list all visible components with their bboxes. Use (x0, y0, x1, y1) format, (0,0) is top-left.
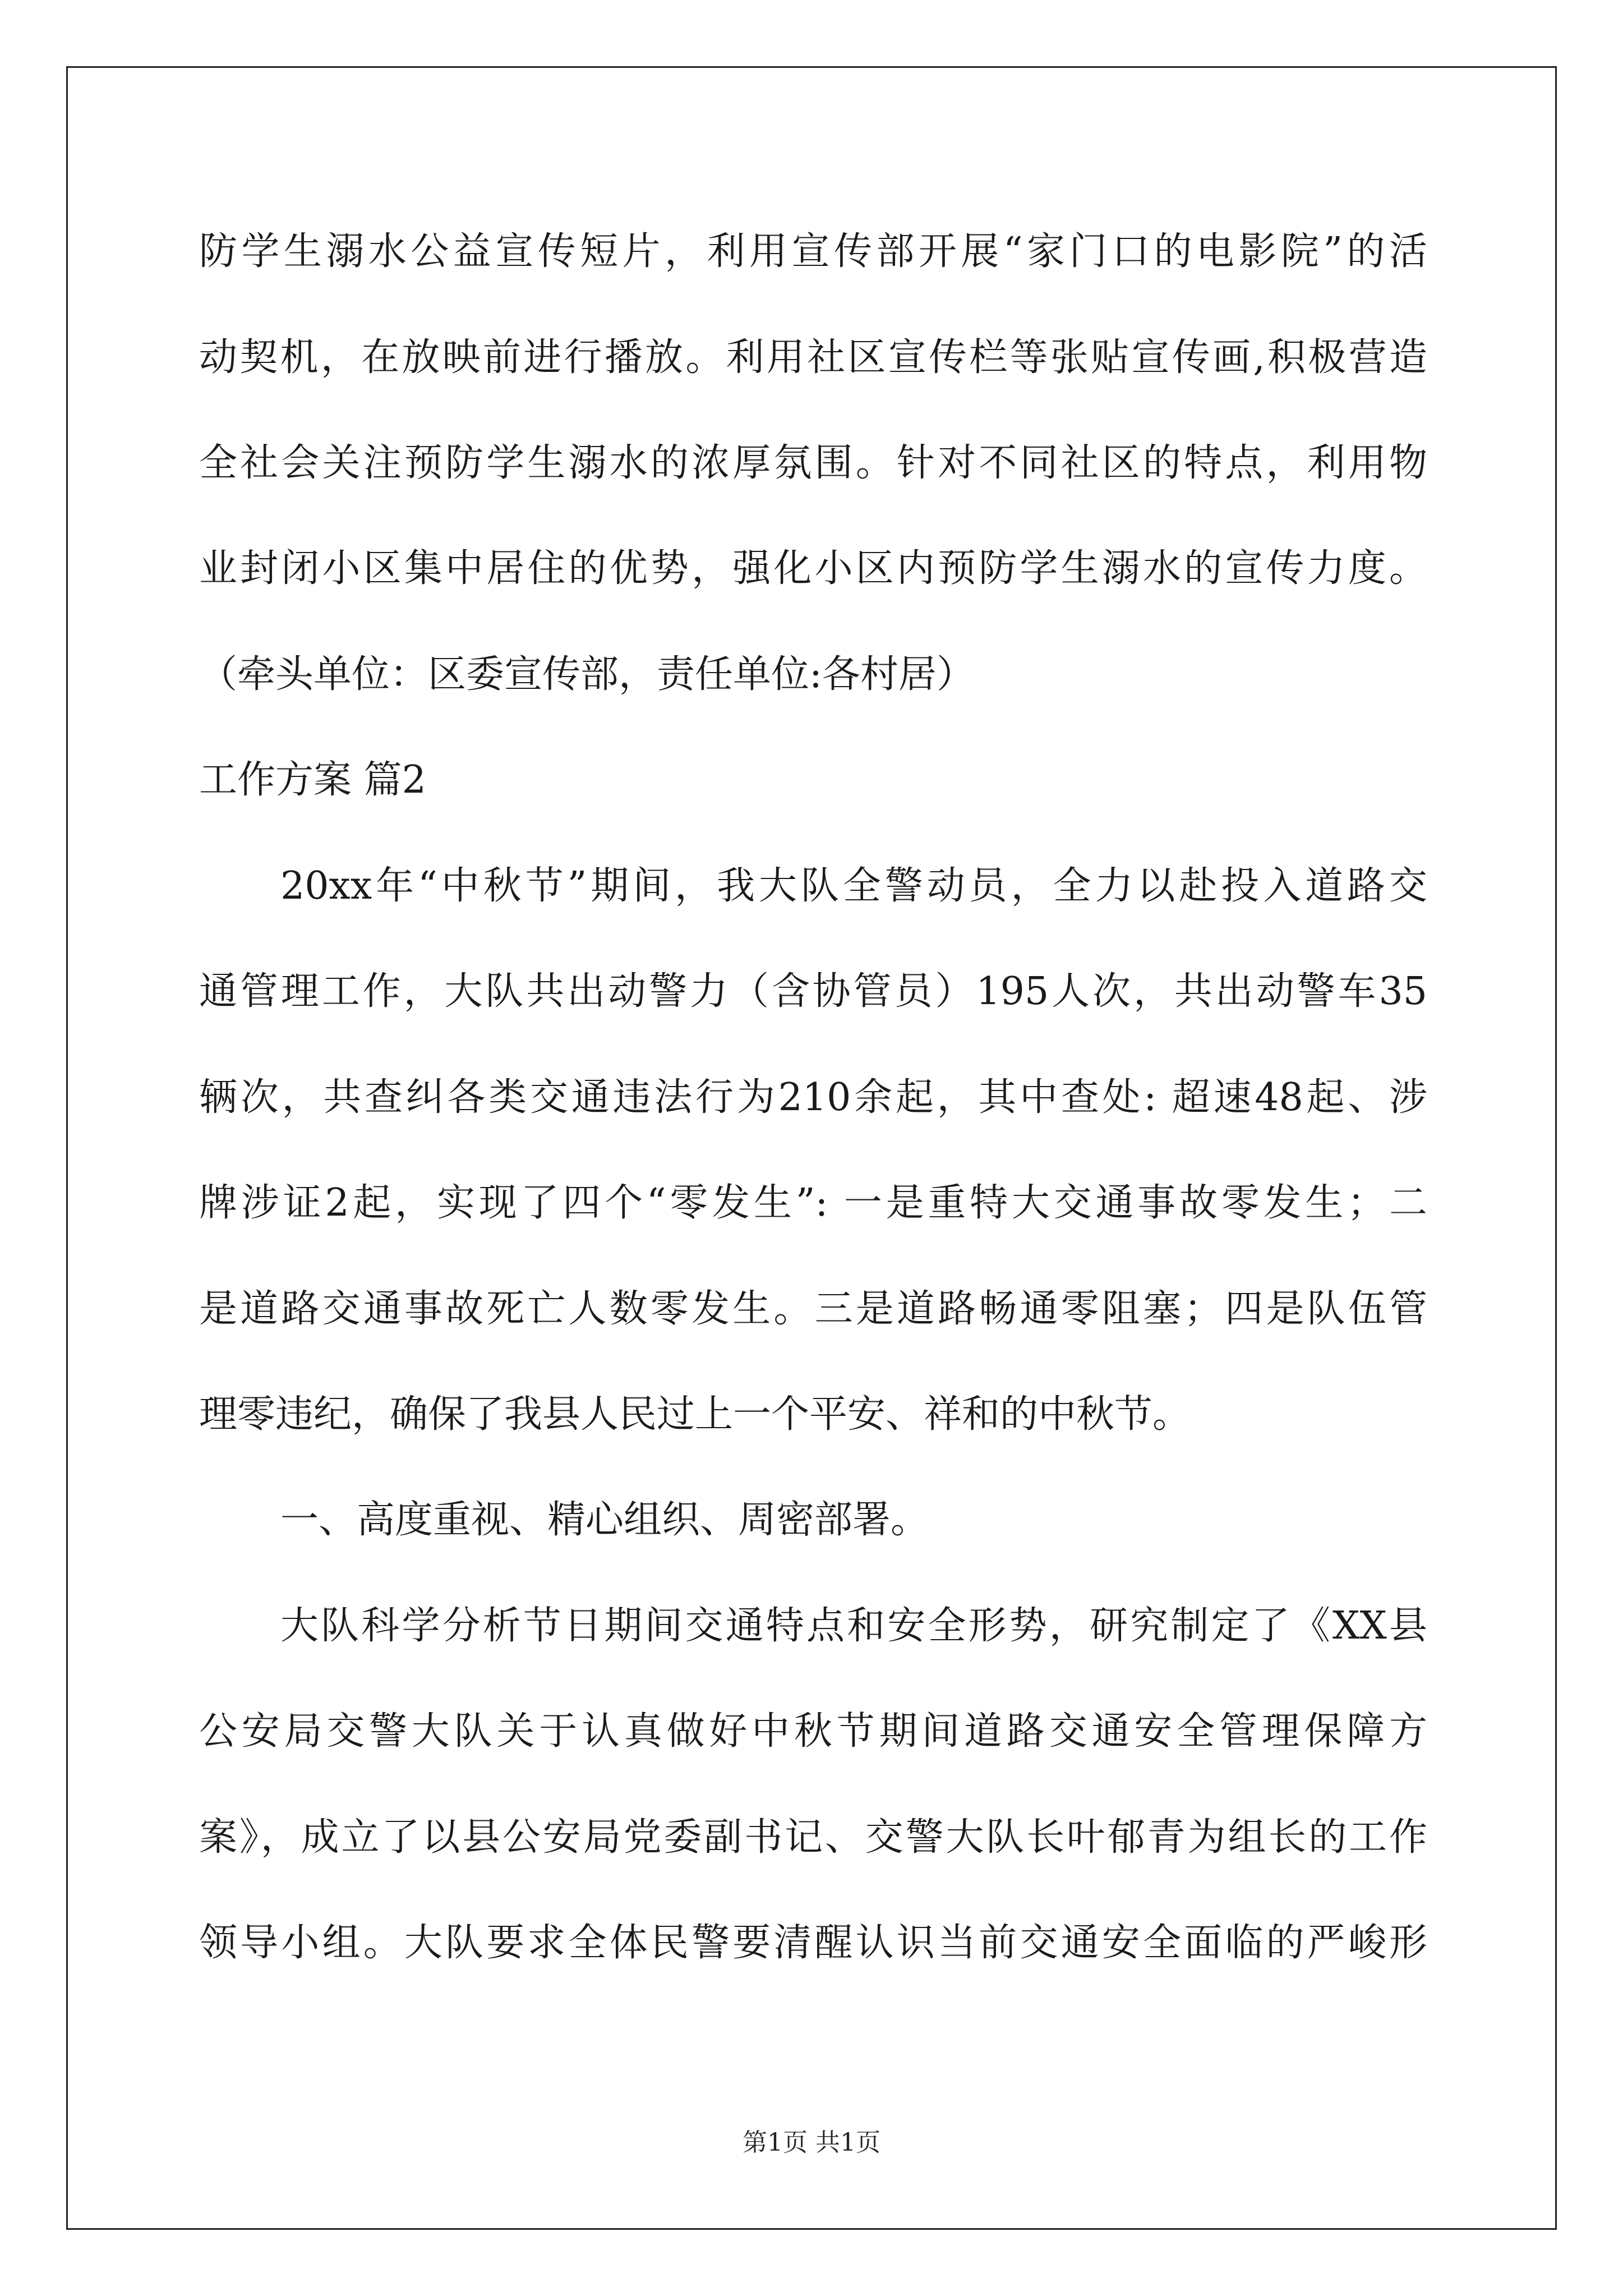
body-text-line: 大队科学分析节日期间交通特点和安全形势，研究制定了《XX县 (280, 1604, 1427, 1648)
body-text-line: 领导小组。大队要求全体民警要清醒认识当前交通安全面临的严峻形 (199, 1921, 1427, 1965)
body-text-line: 业封闭小区集中居住的优势，强化小区内预防学生溺水的宣传力度。 (199, 546, 1427, 591)
body-text-line: （牵头单位：区委宣传部，责任单位:各村居） (199, 652, 975, 697)
body-text-line: 案》，成立了以县公安局党委副书记、交警大队长叶郁青为组长的工作 (199, 1815, 1427, 1860)
page-border (66, 66, 1557, 2230)
section-heading: 工作方案 篇2 (199, 758, 426, 802)
body-text-line: 全社会关注预防学生溺水的浓厚氛围。针对不同社区的特点，利用物 (199, 441, 1427, 485)
body-text-line: 理零违纪，确保了我县人民过上一个平安、祥和的中秋节。 (199, 1392, 1191, 1437)
body-text-line: 防学生溺水公益宣传短片，利用宣传部开展“家门口的电影院”的活 (199, 229, 1427, 274)
body-text-line: 是道路交通事故死亡人数零发生。三是道路畅通零阻塞；四是队伍管 (199, 1287, 1427, 1331)
body-text-line: 辆次，共查纠各类交通违法行为210余起，其中查处: 超速48起、涉 (199, 1075, 1427, 1120)
body-text-line: 20xx年“中秋节”期间，我大队全警动员，全力以赴投入道路交 (280, 864, 1427, 908)
subheading: 一、高度重视、精心组织、周密部署。 (280, 1498, 929, 1542)
body-text-line: 牌涉证2起，实现了四个“零发生”: 一是重特大交通事故零发生；二 (199, 1181, 1427, 1225)
page-footer: 第1页 共1页 (743, 2128, 880, 2157)
body-text-line: 公安局交警大队关于认真做好中秋节期间道路交通安全管理保障方 (199, 1709, 1427, 1754)
body-text-line: 通管理工作，大队共出动警力（含协管员）195人次，共出动警车35 (199, 969, 1427, 1014)
body-text-line: 动契机，在放映前进行播放。利用社区宣传栏等张贴宣传画,积极营造 (199, 335, 1427, 380)
